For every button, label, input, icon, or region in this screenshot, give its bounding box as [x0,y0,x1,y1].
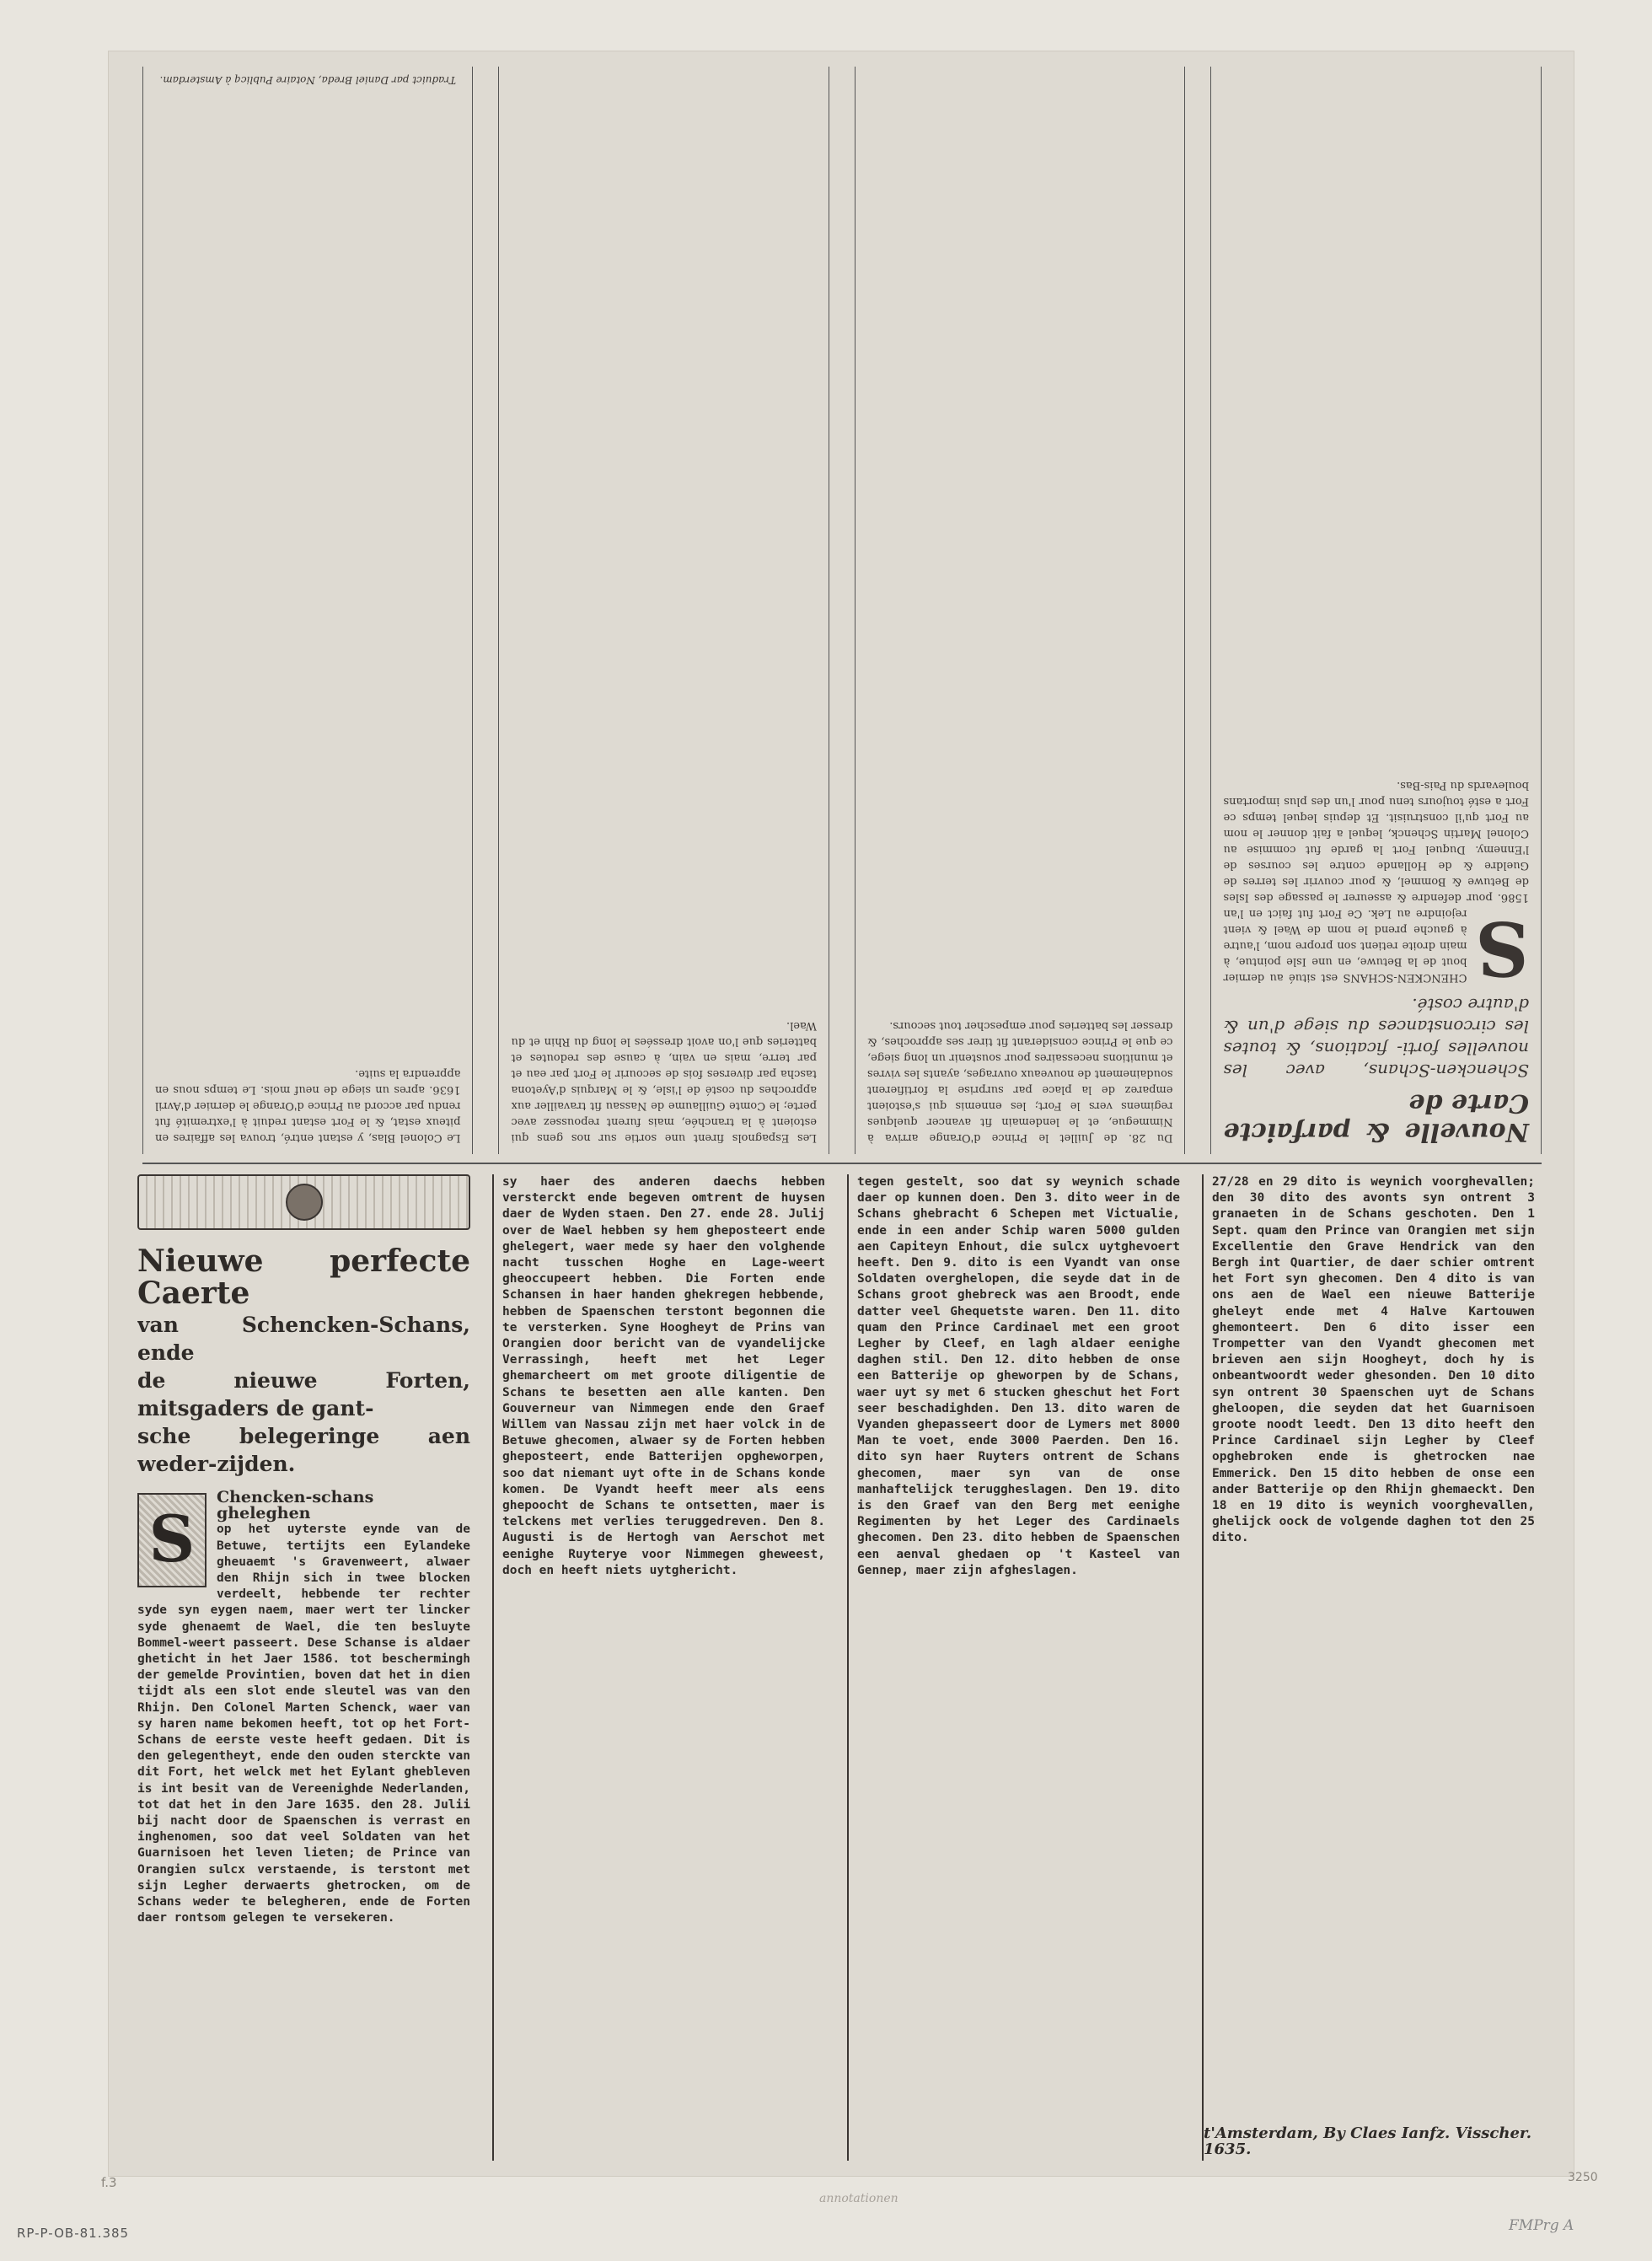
french-dropcap: S [1475,905,1529,992]
publisher-colophon: t'Amsterdam, By Claes Ianfz. Visscher. 1635. [1204,2124,1531,2158]
dutch-column-4 [1202,1174,1543,2161]
dutch-subtitle-line-3: sche belegeringe aen weder-zijden. [137,1424,470,1476]
dutch-subtitle-line-1: van Schencken-Schans, ende [137,1313,470,1365]
dutch-column-3-text: tegen gestelt, soo dat sy weynich schade daer op kunnen doen. Den 3. dito weer in de Schans ghebracht 6 Schepen met Victualie, ende in een ander Schip waren 5000 gulden aen Capiteyn Enhout, die sulcx uytghevoert heeft. Den 9. dito is een Vyandt van onse Soldaten overghelopen, die seyde dat in de Schans groot ghebreck was aen Broodt, ende datter veel Ghequetste waren. Den 11. dito quam den Prince Cardinael met een groot Legher by Cleef, en lagh aldaer eenighe daghen stil. Den 12. dito hebben de onse een Batterije op gheworpen by de Schans, waer uyt sy met 6 stucken gheschut het Fort seer beschadighden. Den 13. dito waren de Vyanden ghepasseert door de Lymers met 8000 Man te voet, ende 3000 Paerden. Den 16. dito syn haer Ruyters ontrent de Schans ghecomen, maer syn van de onse manhaftelijck teruggheslagen. Den 19. dito is den Graef van den Berg met eenighe Regimenten by het Leger des Cardinaels ghecomen. Den 23. dito hebben de Spaenschen een aenval ghedaen op 't Kasteel van Gennep, maer zijn afgheslagen. [857,1175,1180,1577]
french-column-3-text: Les Espagnols firent une sortie sur nos gens qui estoient à la tranchée, mais furent repoussez avec perte; le Comte Guillaume de Nassau fit travailler aux approches du costé de l'isle, & le Marquis d'Ayetona tascha par diverses fois de secourir le Fort par eau et par terre, mais en vain, à cause des redoutes et batteries que l'on avoit dressées le long du Rhin et du Wael. [511,1019,817,1144]
french-text-inverted [142,67,1542,1154]
ornament-band [137,1174,470,1230]
dutch-column-3 [847,1174,1188,2161]
pencil-note-corner: FMPrg A [1509,2217,1574,2234]
french-column-2-text: Du 28. de Juillet le Prince d'Orange arriva à Nimmegue, et le lendemain fit avancer quelques regimens vers le Fort; les ennemis qui s'estoient emparez de la place par surprise la fortifierent soudainement de nouveaux ouvrages, ayants les vivres et munitions necessaires pour soustenir un long siege, ce que le Prince considerant fit tirer ses approches, & dresser les batteries pour empescher tout secours. [867,1019,1173,1144]
french-column-1-text: CHENCKEN-SCHANS est situé au dernier bout de la Betuwe, en une Isle pointue, à main droite retient son propre nom, l'autre à gauche prend le nom de Wael & vient rejoindre au Lek. Ce Fort fut faict en l'an 1586. pour defendre & asseurer le passage des Isles de Betuwe & Bommel, & pour couvrir les terres de Gueldre & de Hollande contre les courses de l'Ennemy. Duquel Fort la garde fut commise au Colonel Martin Schenck, lequel a fait donner le nom au Fort qu'il construisit. Et depuis lequel temps ce Fort a esté toujours tenu pour l'un des plus importans boulevards du Pais-Bas. [1223,779,1529,984]
printed-sheet [108,51,1574,2177]
dutch-column-2 [492,1174,834,2161]
french-title: Nouvelle & parfaicte Carte de [1223,1088,1529,1147]
pencil-note-left: f.3 [101,2175,117,2190]
french-subtitle: Schencken-Schans, avec les nouvelles forti- fications, & toutes les circonstances du siege d'un & d'autre costé. [1223,995,1529,1081]
dutch-title: Nieuwe perfecte Caerte [137,1243,470,1311]
dutch-dropcap: S [137,1493,206,1587]
accession-number: RP-P-OB-81.385 [17,2226,130,2241]
french-column-3 [499,67,830,1154]
french-column-1 [1211,67,1542,1154]
dutch-text [137,1174,1543,2161]
dutch-subtitle-line-2: de nieuwe Forten, mitsgaders de gant- [137,1368,470,1421]
french-column-2 [855,67,1186,1154]
french-column-4-text: Le Colonel Blas, y estant entré, trouva les affaires en piteux estat, & le Fort estant reduit à l'extremité fut rendu par accord au Prince d'Orange le dernier d'Avril 1636. apres un siege de neuf mois. Le temps nous en apprendra la suite. [155,1067,461,1144]
dutch-column-4-text: 27/28 en 29 dito is weynich voorghevallen; den 30 dito des avonts syn ontrent 3 granaeten in de Schans geschoten. Den 1 Sept. quam den Prince van Orangien met sijn Excellentie den Grave Hendrick van den Bergh int Quartier, de daer schier omtrent het Fort syn ghecomen. Den 4 dito is van ons aen de Wael een nieuwe Batterije gheleyt ende met 4 Halve Kartouwen ghemonteert. Den 6 dito isser een Trompetter van den Vyandt ghecomen met brieven aen sijn Hoogheyt, doch hy is onbeantwoordt weder ghesonden. Den 10 dito syn ontrent 30 Spaenschen uyt de Schans gheloopen, die seyden dat het Guarnisoen groote noodt leedt. Den 13 dito heeft den Prince Cardinael sijn Legher by Cleef opghebroken ende is ghetrocken nae Emmerick. Den 15 dito hebben de onse een ander Batterije op den Rhijn ghemaeckt. Den 18 en 19 dito is weynich voorghevallen, ghelijck oock de volgende daghen tot den 25 dito. [1212,1175,1535,1545]
pencil-note-center: annotationen [819,2192,898,2205]
dutch-first-words: Chencken-schans gheleghen [217,1488,374,1523]
mask-ornament-icon [286,1184,323,1221]
french-column-4 [142,67,474,1154]
pencil-note-right: 3250 [1568,2171,1598,2184]
divider-rule [142,1163,1542,1164]
dutch-column-1 [137,1174,479,2161]
french-imprint: Traduict par Daniel Breda, Notaire Publicq à Amsterdam. [159,74,457,86]
dutch-column-2-text: sy haer des anderen daechs hebben versterckt ende begeven omtrent de huysen daer de Wyden staen. Den 27. ende 28. Julij over de Wael hebben sy hem gheposteert ende ghelegert, waer mede sy haer den volghende nacht tusschen Hoghe en Lage-weert gheoccupeert hebben. Die Forten ende Schansen in haer handen ghekregen hebbende, hebben de Spaenschen terstont begonnen die te versterken. Syne Hoogheyt de Prins van Orangien door bericht van de vyandelijcke Verrassingh, heeft met het Leger ghemarcheert om met groote diligentie de Schans te besetten aen alle kanten. Den Gouverneur van Nimmegen ende den Graef Willem van Nassau zijn met haer volck in de Betuwe ghecomen, alwaer sy de Forten hebben gheposteert, ende Batterijen opgheworpen, soo dat niemant uyt ofte in de Schans konde komen. De Vyandt heeft meer als eens ghepoocht de Schans te ontsetten, maer is telckens met verlies teruggedreven. Den 8. Augusti is de Hertogh van Aerschot met eenighe Ruyterye voor Nimmegen gheweest, doch en heeft niets uytghericht. [502,1175,825,1577]
dutch-column-1-text: op het uyterste eynde van de Betuwe, tertijts een Eylandeke gheuaemt 's Gravenweert, alwaer den Rhijn sich in twee blocken verdeelt, hebbende ter rechter syde syn eygen naem, maer wert ter lincker syde ghenaemt de Wael, die ten besluyte Bommel-weert passeert. Dese Schanse is aldaer gheticht in het Jaer 1586. tot beschermingh der gemelde Provintien, boven dat het in dien tijdt als een slot ende sleutel was van den Rhijn. Den Colonel Marten Schenck, waer van sy haren name bekomen heeft, tot op het Fort-Schans de eerste veste heeft gedaen. Dit is den gelegentheyt, ende den ouden sterckte van dit Fort, het welck met het Eylant ghebleven is int besit van de Vereenighde Nederlanden, tot dat het in den Jare 1635. den 28. Julii bij nacht door de Spaenschen is verrast en inghenomen, soo dat veel Soldaten van het Guarnisoen het leven lieten; de Prince van Orangien sulcx verstaende, is terstont met sijn Legher derwaerts ghetrocken, om de Schans weder te belegheren, ende de Forten daer rontsom gelegen te versekeren. [137,1523,470,1925]
